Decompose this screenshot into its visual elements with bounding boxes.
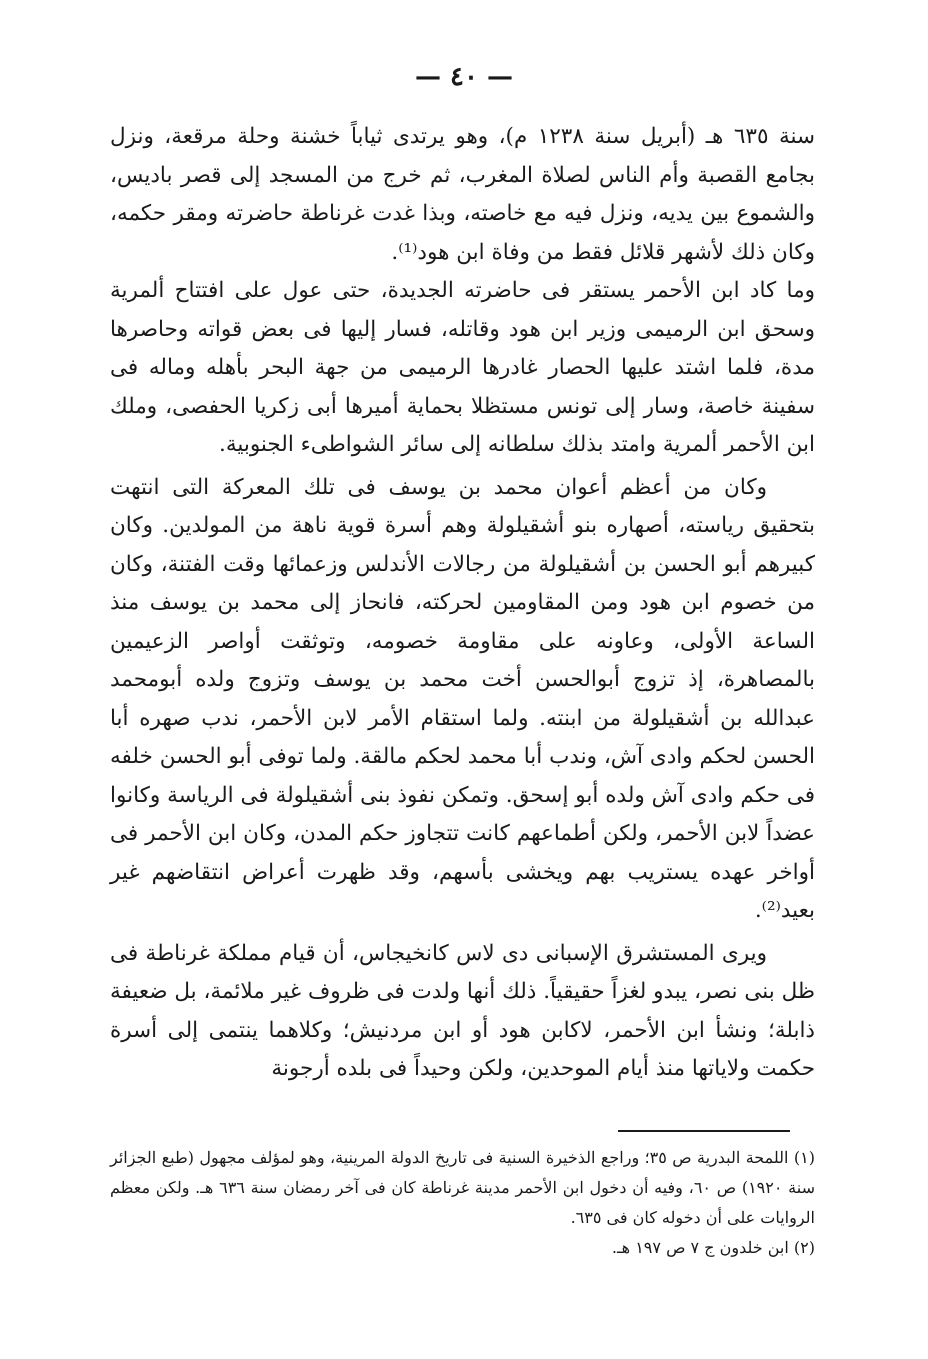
page-number: — ٤٠ — <box>414 62 514 92</box>
footnotes <box>110 1143 815 1263</box>
main-text <box>110 118 815 1089</box>
paragraph-3: وكان من أعظم أعوان محمد بن يوسف فى تلك المعركة التى انتهت بتحقيق رياسته، أصهاره بنو أشقيلولة وهم أسرة قوية ناهة من المولدين. وكان كبيرهم أبو الحسن بن أشقيلولة من رجالات الأندلس وزعمائها وقت الفتنة، وكان من خصوم ابن هود ومن المقاومين لحركته، فانحاز إلى محمد بن يوسف منذ الساعة الأولى، وعاونه على مقاومة خصومه، وتوثقت أواصر الزعيمين بالمصاهرة، إذ تزوج أبوالحسن أخت محمد بن يوسف وتزوج ولده أبومحمد عبدالله بن أشقيلولة من ابنته. ولما استقام الأمر لابن الأحمر، ندب صهره أبا الحسن لحكم وادى آش، وندب أبا محمد لحكم مالقة. ولما توفى أبو الحسن خلفه فى حكم وادى آش ولده أبو إسحق. وتمكن نفوذ بنى أشقيلولة فى الرياسة وكانوا عضداً لابن الأحمر، ولكن أطماعهم كانت تتجاوز حكم المدن، وكان ابن الأحمر فى أواخر عهده يستريب بهم ويخشى بأسهم، وقد ظهرت أعراض انتقاضهم غير بعيد⁽²⁾. <box>110 474 815 923</box>
paragraph-1: سنة ٦٣٥ هـ (أبريل سنة ١٢٣٨ م)، وهو يرتدى ثياباً خشنة وحلة مرقعة، ونزل بجامع القصبة وأم الناس لصلاة المغرب، ثم خرج من المسجد إلى قصر باديس، والشموع بين يديه، ونزل فيه مع خاصته، وبذا غدت غرناطة حاضرته ومقر حكمه، وكان ذلك لأشهر قلائل فقط من وفاة ابن هود⁽¹⁾. <box>110 124 815 265</box>
paragraph-4: ويرى المستشرق الإسبانى دى لاس كانخيجاس، أن قيام مملكة غرناطة فى ظل بنى نصر، يبدو لغزاً حقيقياً. ذلك أنها ولدت فى ظروف غير ملائمة، بل ضعيفة ذابلة؛ ونشأ ابن الأحمر، لاكابن هود أو ابن مردنيش؛ وكلاهما ينتمى إلى أسرة حكمت ولاياتها منذ أيام الموحدين، ولكن وحيداً فى بلده أرجونة <box>110 940 815 1081</box>
footnote-divider <box>618 1130 790 1132</box>
footnote-2: (٢) ابن خلدون ج ٧ ص ١٩٧ هـ. <box>611 1238 815 1257</box>
footnote-1: (١) اللمحة البدرية ص ٣٥؛ وراجع الذخيرة السنية فى تاريخ الدولة المرينية، وهو لمؤلف مجهول (طبع الجزائر سنة ١٩٢٠) ص ٦٠، وفيه أن دخول ابن الأحمر مدينة غرناطة كان فى آخر رمضان سنة ٦٣٦ هـ. ولكن معظم الروايات على أن دخوله كان فى ٦٣٥. <box>110 1148 815 1227</box>
paragraph-2: وما كاد ابن الأحمر يستقر فى حاضرته الجديدة، حتى عول على افتتاح ألمرية وسحق ابن الرميمى وزير ابن هود وقاتله، فسار إليها فى بعض قواته وحاصرها مدة، فلما اشتد عليها الحصار غادرها الرميمى من جهة البحر بأهله وماله فى سفينة خاصة، وسار إلى تونس مستظلا بحماية أميرها أبى زكريا الحفصى، وملك ابن الأحمر ألمرية وامتد بذلك سلطانه إلى سائر الشواطىء الجنوبية. <box>110 278 815 457</box>
